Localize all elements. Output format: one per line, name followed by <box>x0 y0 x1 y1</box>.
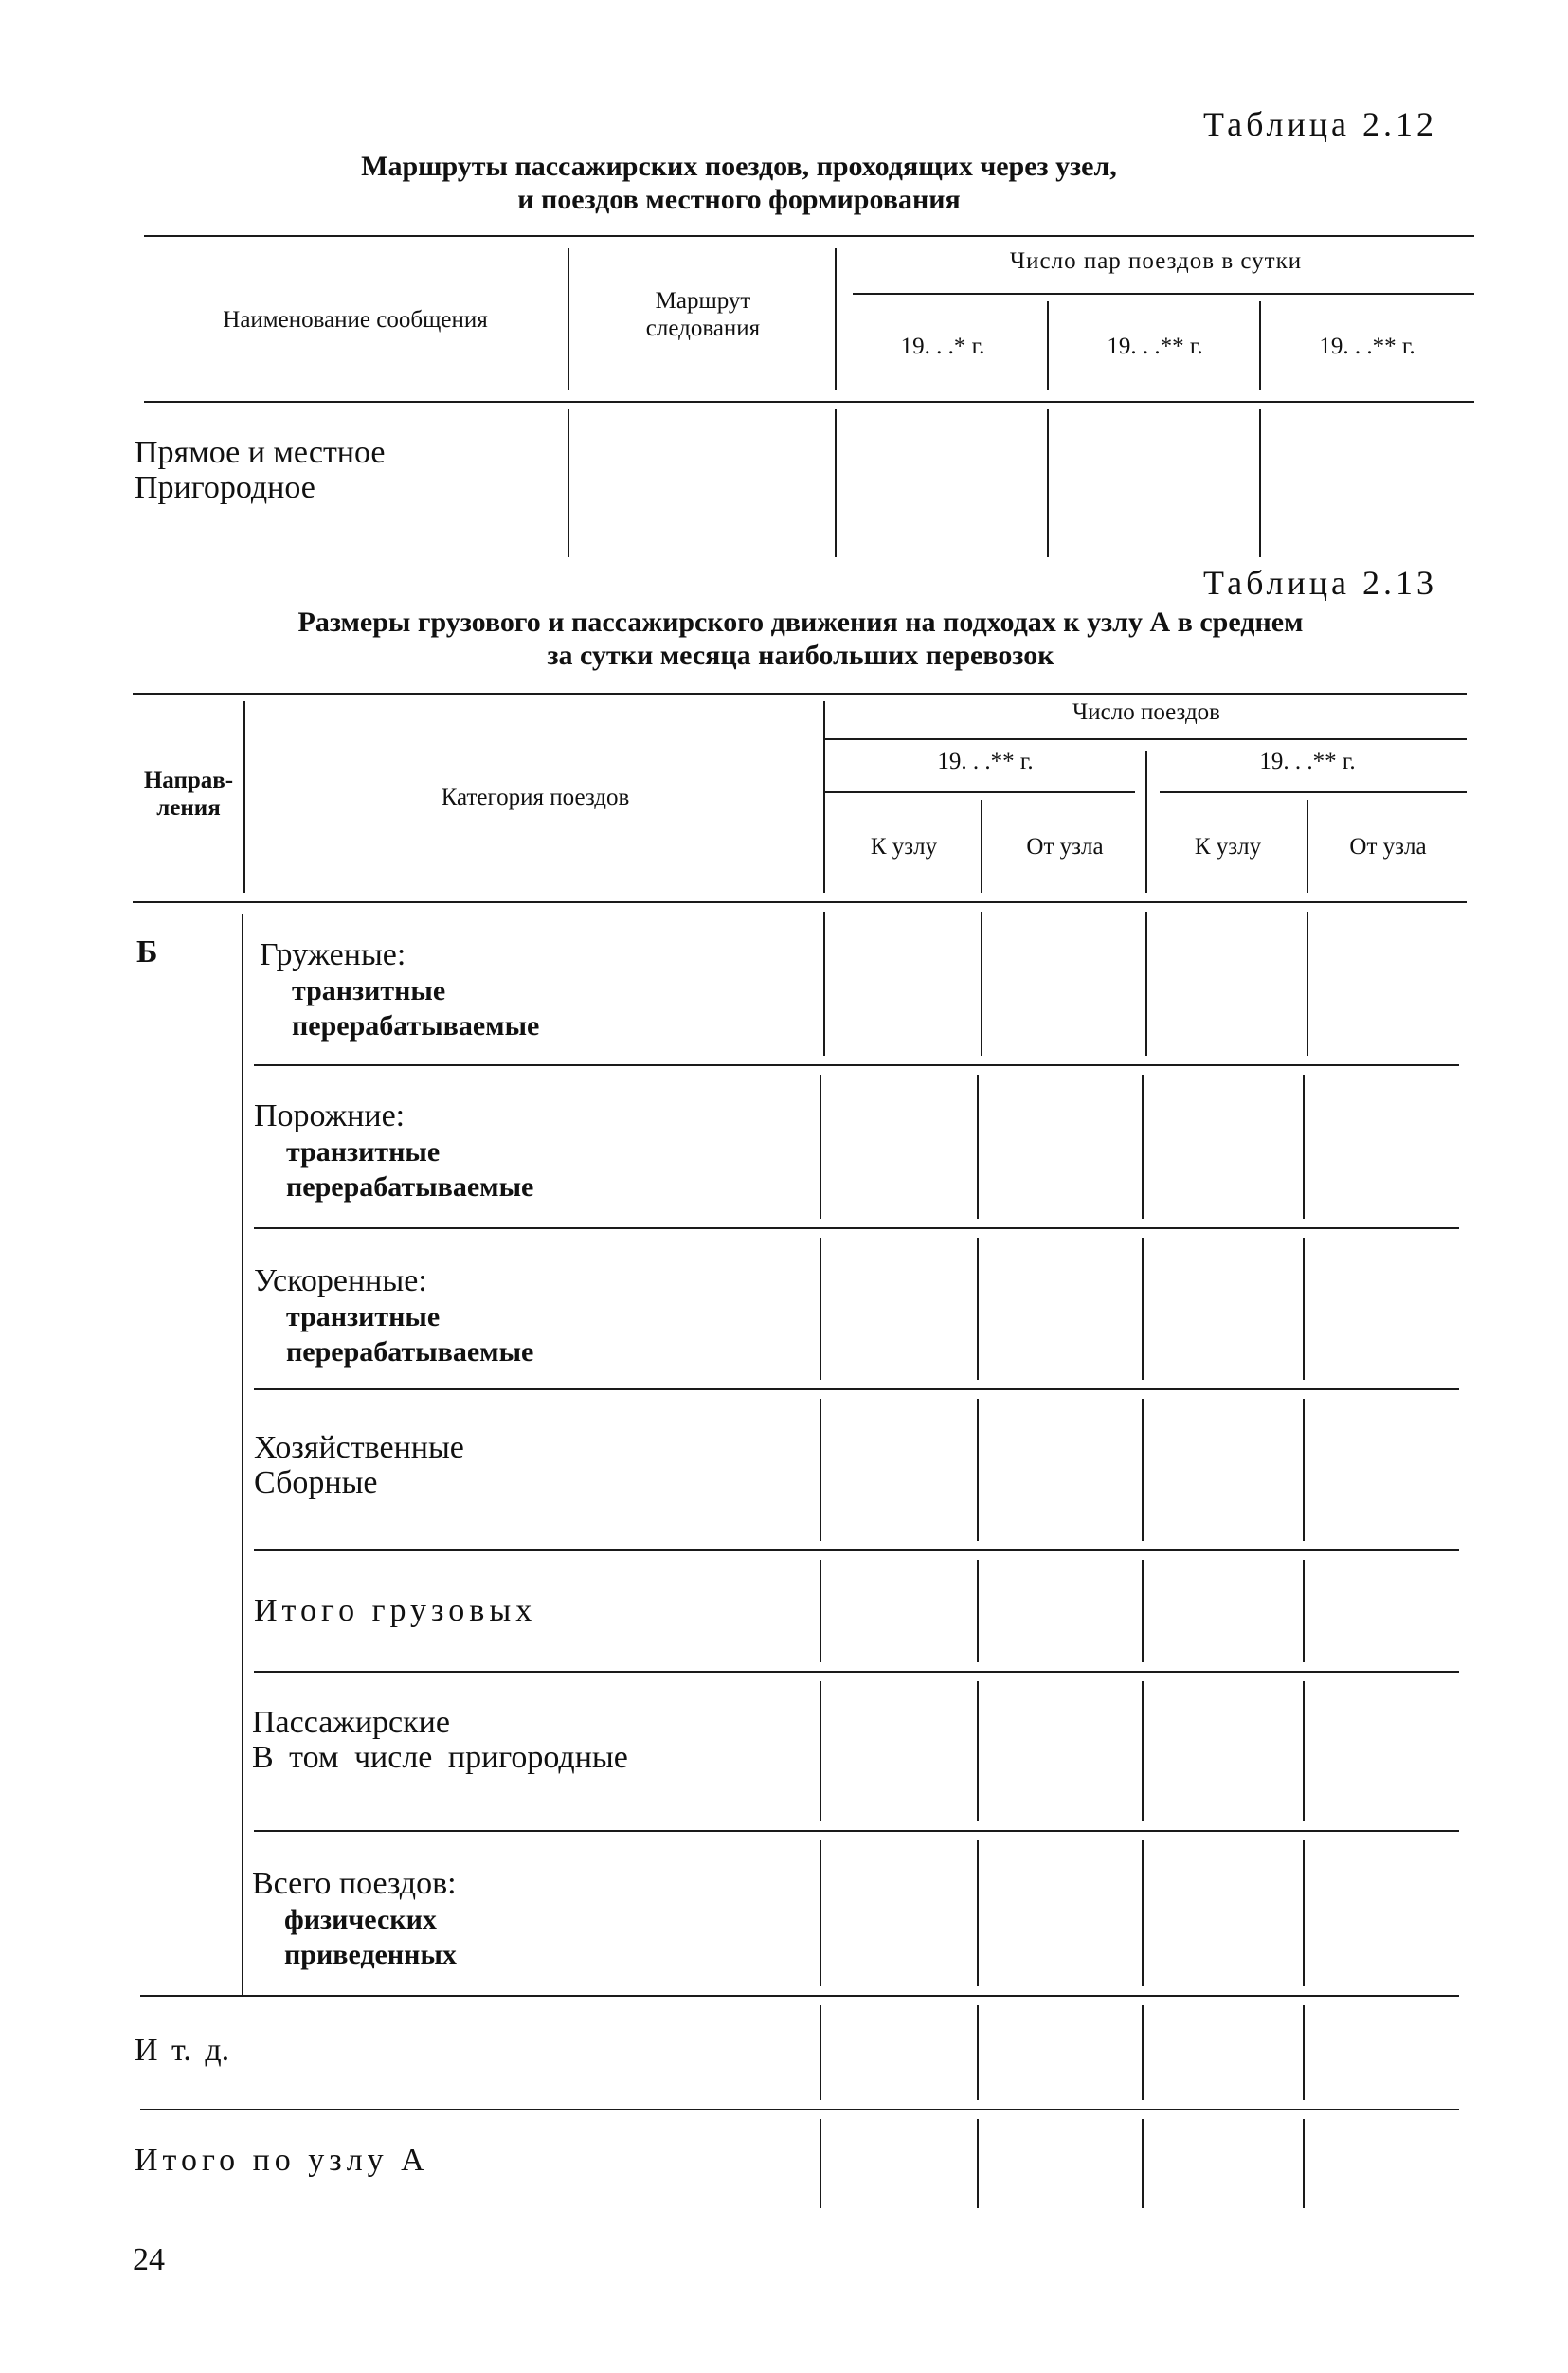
category-group-empty <box>254 1099 533 1205</box>
category-total-freight: Итого грузовых <box>254 1593 537 1628</box>
category-head: Ускоренные: <box>254 1263 427 1298</box>
category-line: Сборные <box>254 1464 378 1500</box>
col-header-direction <box>133 768 244 823</box>
page-number: 24 <box>133 2242 165 2277</box>
category-item: транзитные <box>292 974 446 1006</box>
table-2-13-title-line2: за сутки месяца наибольших перевозок <box>547 639 1054 671</box>
table-2-12-title-line2: и поездов местного формирования <box>517 184 961 216</box>
category-item: перерабатываемые <box>286 1336 534 1368</box>
table-2-12-title <box>142 150 1336 217</box>
category-item: транзитные <box>286 1135 441 1168</box>
col-header-year-1: 19. . .* г. <box>900 334 985 359</box>
col-header-year-b: 19. . .** г. <box>1259 749 1356 774</box>
table-2-13-title-line1: Размеры грузового и пассажирского движения на подходах к узлу А в среднем <box>297 607 1304 638</box>
col-header-direction-line2: ления <box>156 794 221 821</box>
category-head: Груженые: <box>260 937 406 972</box>
category-group-all-trains <box>252 1867 457 1973</box>
col-header-year-3: 19. . .** г. <box>1319 334 1415 359</box>
col-header-from-node-b: От узла <box>1349 834 1427 860</box>
col-header-name: Наименование сообщения <box>223 307 488 333</box>
col-header-year-a: 19. . .** г. <box>937 749 1034 774</box>
category-item: перерабатываемые <box>286 1171 534 1204</box>
table-2-12-title-line1: Маршруты пассажирских поездов, проходящих через узел, <box>361 151 1117 182</box>
category-group-passenger <box>252 1706 628 1775</box>
category-head: Порожние: <box>254 1098 406 1133</box>
category-group-accelerated <box>254 1264 533 1370</box>
category-line: Хозяйственные <box>254 1430 464 1465</box>
table-2-12-number: Таблица 2.12 <box>1203 105 1437 143</box>
total-node-row-label: Итого по узлу А <box>135 2143 429 2178</box>
row-label: Пригородное <box>135 469 315 505</box>
col-header-route-line2: следования <box>645 315 761 341</box>
table-2-12-row-names <box>135 436 386 505</box>
col-header-route <box>572 288 834 343</box>
category-item: транзитные <box>286 1300 441 1332</box>
col-header-to-node-b: К узлу <box>1194 834 1262 860</box>
table-2-13-number: Таблица 2.13 <box>1203 564 1437 602</box>
col-header-from-node-a: От узла <box>1026 834 1104 860</box>
category-group-loaded <box>260 938 539 1044</box>
col-header-count: Число поездов <box>1072 699 1220 725</box>
category-line: Пассажирские <box>252 1705 450 1740</box>
row-label: Прямое и местное <box>135 435 386 470</box>
col-header-year-2: 19. . .** г. <box>1107 334 1203 359</box>
col-header-to-node-a: К узлу <box>870 834 938 860</box>
category-group-service <box>254 1431 464 1500</box>
category-item: физических <box>284 1903 437 1935</box>
category-head: Всего поездов: <box>252 1866 457 1901</box>
col-header-pairs: Число пар поездов в сутки <box>1009 248 1303 274</box>
direction-label: Б <box>136 934 158 969</box>
col-header-route-line1: Маршрут <box>655 288 751 314</box>
col-header-category: Категория поездов <box>441 785 630 810</box>
category-line: В том числе пригородные <box>252 1739 628 1775</box>
category-item: перерабатываемые <box>292 1010 540 1042</box>
category-item: приведенных <box>284 1939 457 1971</box>
col-header-direction-line1: Направ- <box>143 768 234 793</box>
etc-row-label: И т. д. <box>135 2033 230 2068</box>
table-2-13-title <box>133 607 1469 673</box>
